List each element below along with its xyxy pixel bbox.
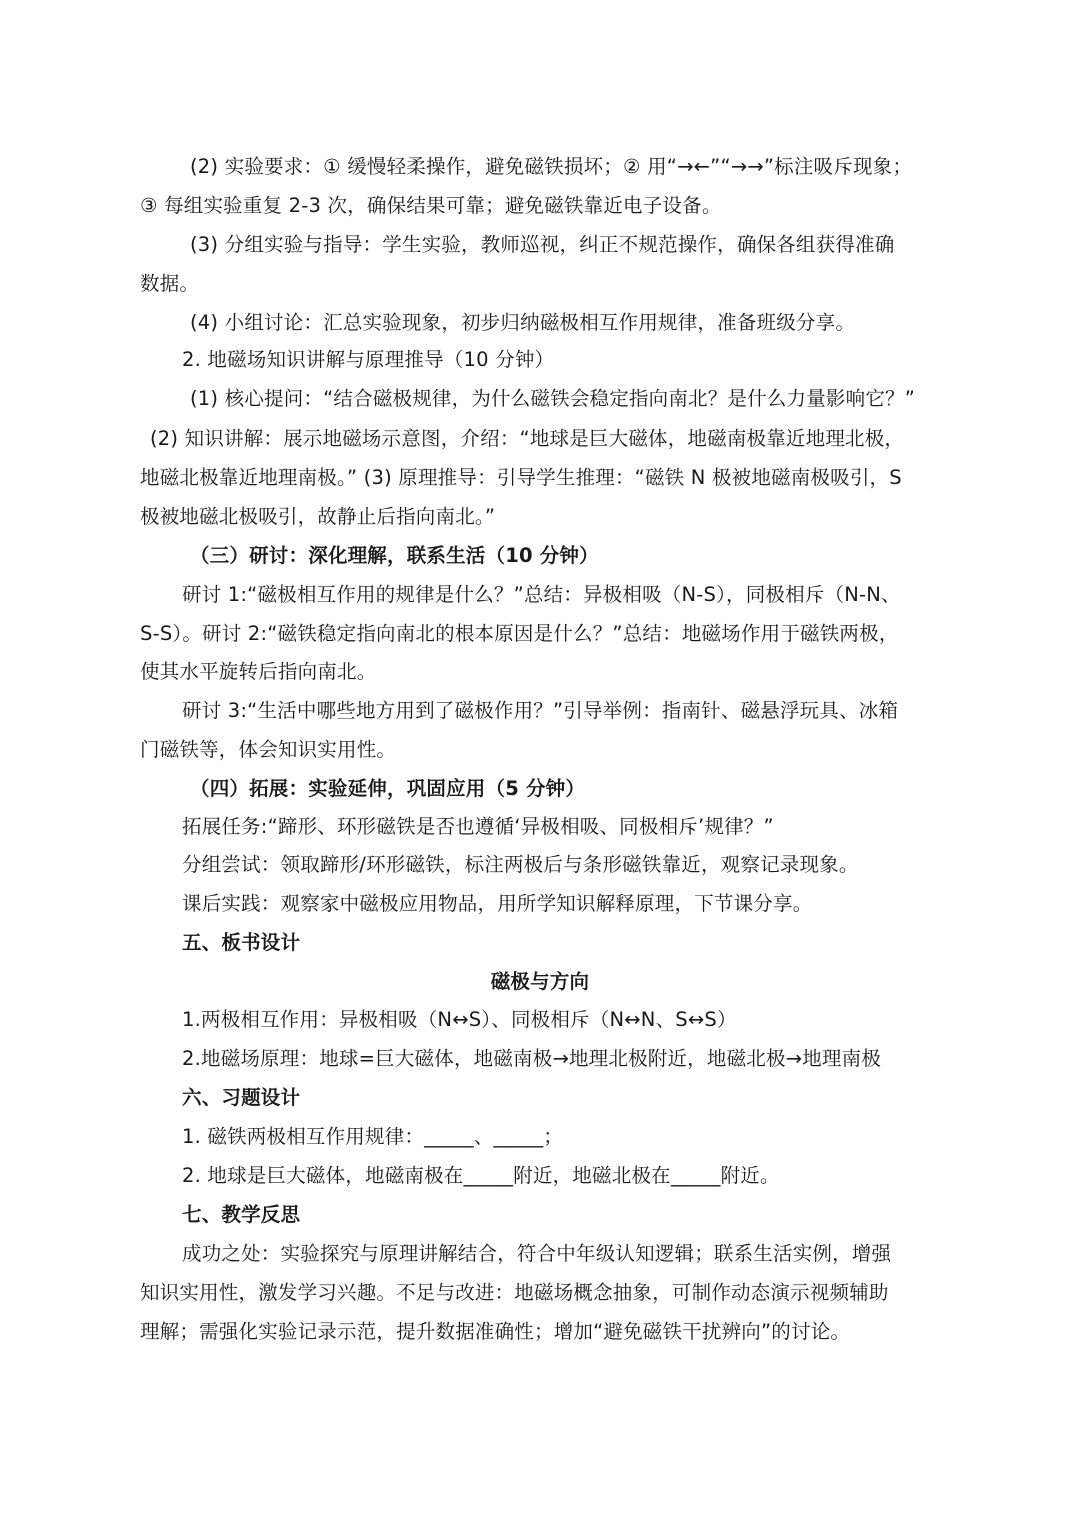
group-experiment-line-2: 数据。 xyxy=(140,272,200,295)
board-design-heading: 五、板书设计 xyxy=(182,931,301,954)
knowledge-explanation-line-3: 极被地磁北极吸引，故静止后指向南北。” xyxy=(140,505,496,528)
discussion-line-3: 使其水平旋转后指向南北。 xyxy=(140,660,377,683)
discussion-line-5: 门磁铁等，体会知识实用性。 xyxy=(140,738,397,761)
section-three-heading: （三）研讨：深化理解，联系生活（10 分钟） xyxy=(190,544,599,567)
exercise-2: 2. 地球是巨大磁体，地磁南极在_____附近，地磁北极在_____附近。 xyxy=(182,1164,780,1187)
exercise-design-heading: 六、习题设计 xyxy=(182,1086,301,1109)
experiment-requirements-line-1: (2) 实验要求：① 缓慢轻柔操作，避免磁铁损坏；② 用“→←”“→→”标注吸斥现象； xyxy=(190,155,913,178)
section-four-heading: （四）拓展：实验延伸，巩固应用（5 分钟） xyxy=(190,777,586,800)
reflection-line-1: 成功之处：实验探究与原理讲解结合，符合中年级认知逻辑；联系生活实例，增强 xyxy=(182,1242,892,1265)
group-attempt-line: 分组尝试：领取蹄形/环形磁铁，标注两极后与条形磁铁靠近，观察记录现象。 xyxy=(182,853,859,876)
after-class-practice-line: 课后实践：观察家中磁极应用物品，用所学知识解释原理，下节课分享。 xyxy=(182,892,813,915)
discussion-line-2: S-S）。研讨 2:“磁铁稳定指向南北的根本原因是什么？”总结：地磁场作用于磁铁两极， xyxy=(140,622,899,645)
board-point-2: 2.地磁场原理：地球=巨大磁体，地磁南极→地理北极附近，地磁北极→地理南极 xyxy=(182,1047,882,1070)
board-title: 磁极与方向 xyxy=(490,970,590,993)
discussion-line-1: 研讨 1:“磁极相互作用的规律是什么？”总结：异极相吸（N-S），同极相斥（N-N、 xyxy=(182,583,901,606)
board-point-1: 1.两极相互作用：异极相吸（N↔S）、同极相斥（N↔N、S↔S） xyxy=(182,1008,737,1031)
group-experiment-line-1: (3) 分组实验与指导：学生实验，教师巡视，纠正不规范操作，确保各组获得准确 xyxy=(190,233,895,256)
reflection-line-3: 理解；需强化实验记录示范，提升数据准确性；增加“避免磁铁干扰辨向”的讨论。 xyxy=(140,1320,851,1343)
knowledge-explanation-line-1: (2) 知识讲解：展示地磁场示意图，介绍：“地球是巨大磁体，地磁南极靠近地理北极， xyxy=(150,427,905,450)
discussion-line-4: 研讨 3:“生活中哪些地方用到了磁极作用？”引导举例：指南针、磁悬浮玩具、冰箱 xyxy=(182,699,899,722)
extension-task-line: 拓展任务:“蹄形、环形磁铁是否也遵循‘异极相吸、同极相斥’规律？” xyxy=(182,815,774,838)
knowledge-explanation-line-2: 地磁北极靠近地理南极。” (3) 原理推导：引导学生推理：“磁铁 N 极被地磁南极吸引，S xyxy=(140,466,902,489)
core-question-line: (1) 核心提问：“结合磁极规律，为什么磁铁会稳定指向南北？是什么力量影响它？” xyxy=(190,387,916,410)
teaching-reflection-heading: 七、教学反思 xyxy=(182,1203,301,1226)
experiment-requirements-line-2: ③ 每组实验重复 2-3 次，确保结果可靠；避免磁铁靠近电子设备。 xyxy=(140,194,722,217)
group-discussion-line: (4) 小组讨论：汇总实验现象，初步归纳磁极相互作用规律，准备班级分享。 xyxy=(190,311,856,334)
reflection-line-2: 知识实用性，激发学习兴趣。不足与改进：地磁场概念抽象，可制作动态演示视频辅助 xyxy=(140,1281,889,1304)
geomagnetic-section-heading: 2. 地磁场知识讲解与原理推导（10 分钟） xyxy=(182,348,555,371)
exercise-1: 1. 磁铁两极相互作用规律：_____、_____； xyxy=(182,1125,564,1148)
